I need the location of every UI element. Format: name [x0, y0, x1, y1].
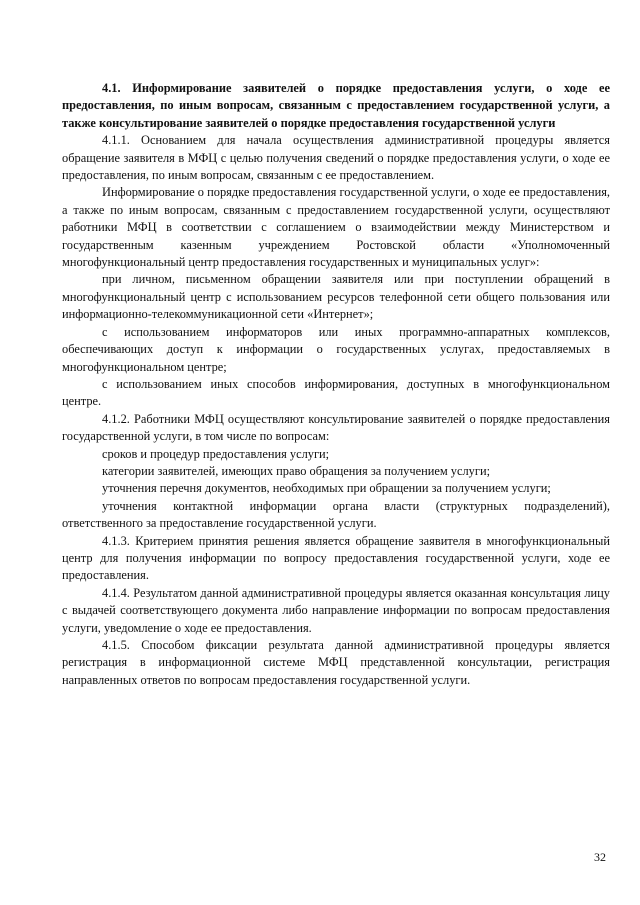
- paragraph-categories: категории заявителей, имеющих право обращения за получением услуги;: [102, 463, 491, 478]
- paragraph-terms: сроков и процедур предоставления услуги;: [102, 446, 330, 461]
- paragraph-contacts: уточнения контактной информации органа власти (структурных подразделений), ответственного за предоставление государственной услуги.: [62, 498, 610, 531]
- document-body: [62, 80, 610, 689]
- page-number: 32: [594, 850, 606, 864]
- paragraph-informators: с использованием информаторов или иных программно-аппаратных комплексов, обеспечивающих доступ к информации о государственных услугах, предоставляемых в многофункциональном центре;: [62, 324, 610, 374]
- paragraph-4-1-2: 4.1.2. Работники МФЦ осуществляют консультирование заявителей о порядке предоставления государственной услуги, в том числе по вопросам:: [62, 411, 610, 444]
- section-heading: 4.1. Информирование заявителей о порядке предоставления услуги, о ходе ее предоставления, по иным вопросам, связанным с предоставлением государственной услуги, а также консультирование заявителей о порядке предоставления государственной услуги: [62, 81, 610, 130]
- paragraph-other-methods: с использованием иных способов информирования, доступных в многофункциональном центре.: [62, 376, 610, 409]
- paragraph-documents: уточнения перечня документов, необходимых при обращении за получением услуги;: [102, 481, 551, 496]
- paragraph-4-1-4: 4.1.4. Результатом данной административной процедуры является оказанная консультация лицу с выдачей соответствующего документа либо направление информации по вопросам предоставления услуги, уведомление о ходе ее предоставления.: [62, 585, 610, 635]
- paragraph-4-1-3: 4.1.3. Критерием принятия решения является обращение заявителя в многофункциональный центр для получения информации по вопросу предоставления государственной услуги, ходе ее предоставления.: [62, 533, 610, 583]
- paragraph-informing: Информирование о порядке предоставления государственной услуги, о ходе ее предоставления, а также по иным вопросам, связанным с предоставлением государственной услуги, осуществляют работники МФЦ в соответствии с соглашением о взаимодействии между Министерством и государственным казенным учреждением Ростовской области «Уполномоченный многофункциональный центр предоставления государственных и муниципальных услуг»:: [62, 185, 610, 270]
- paragraph-4-1-1: 4.1.1. Основанием для начала осуществления административной процедуры является обращение заявителя в МФЦ с целью получения сведений о порядке предоставления услуги, о ходе ее предоставления, по иным вопросам, связанным с ее предоставлением.: [62, 133, 610, 183]
- paragraph-4-1-5: 4.1.5. Способом фиксации результата данной административной процедуры является регистрация в информационной системе МФЦ представленной консультации, регистрация направленных ответов по вопросам предоставления государственной услуги.: [62, 638, 610, 687]
- paragraph-personal-appeal: при личном, письменном обращении заявителя или при поступлении обращений в многофункциональный центр с использованием ресурсов телефонной сети общего пользования или информационно-телекоммуникационной сети «Интернет»;: [62, 272, 610, 322]
